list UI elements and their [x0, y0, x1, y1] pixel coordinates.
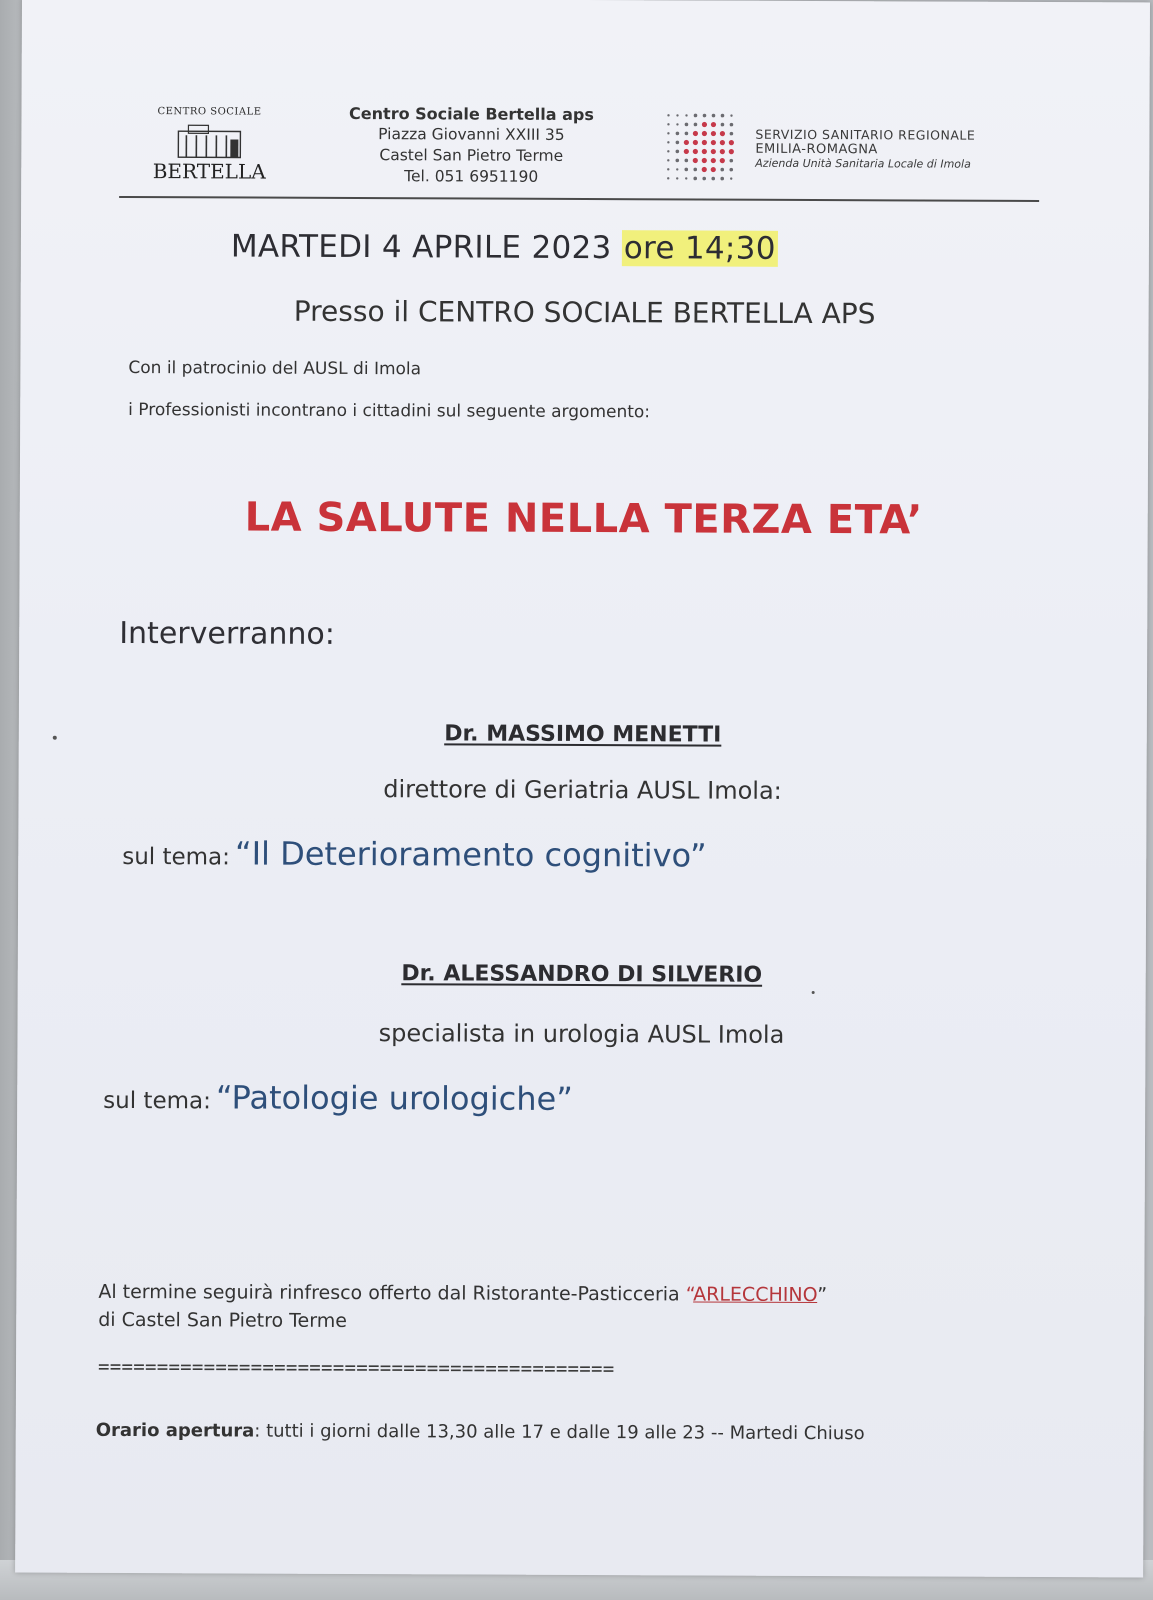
regional-health-line2: EMILIA-ROMAGNA: [755, 141, 878, 158]
logo-dot: [702, 158, 707, 163]
bertella-logo-top-text: CENTRO SOCIALE: [157, 106, 262, 118]
logo-dot: [702, 140, 707, 145]
logo-dot: [667, 132, 669, 134]
logo-dot: [720, 131, 725, 136]
bertella-logo: [149, 106, 269, 197]
logo-dot: [721, 114, 725, 118]
refreshment-brand: ARLECCHINO: [693, 1283, 818, 1307]
logo-dot: [720, 140, 725, 145]
header-divider: [119, 196, 1039, 202]
logo-dot: [720, 158, 725, 163]
logo-dot: [702, 122, 707, 127]
logo-dot: [702, 149, 707, 154]
logo-dot: [720, 168, 724, 172]
separator-line: ============================================: [97, 1355, 615, 1381]
logo-dot: [693, 158, 698, 163]
logo-dot: [685, 132, 689, 136]
speaker-2-topic: “Patologie urologiche”: [215, 1078, 573, 1118]
speaker-2-topic-row: [103, 1078, 573, 1118]
opening-hours-text: : tutti i giorni dalle 13,30 alle 17 e dalle 19 alle 23 -- Martedi Chiuso: [254, 1420, 865, 1445]
logo-dot: [694, 114, 698, 118]
event-date: MARTEDI 4 APRILE 2023: [230, 228, 612, 267]
logo-dot: [730, 114, 732, 116]
logo-dot: [676, 123, 678, 125]
logo-dot: [693, 131, 698, 136]
refreshment-note: [98, 1278, 827, 1337]
event-date-time: [231, 228, 778, 266]
speaker-1-topic-label: sul tema:: [122, 843, 230, 871]
logo-dot: [729, 140, 734, 145]
logo-dot: [676, 141, 680, 145]
logo-dot: [711, 140, 716, 145]
refreshment-text: Al termine seguirà rinfresco offerto dal Ristorante-Pasticceria: [98, 1280, 686, 1306]
opening-hours-label: Orario apertura: [95, 1419, 255, 1442]
speaker-2-name: Dr. ALESSANDRO DI SILVERIO: [401, 961, 763, 988]
logo-dot: [667, 141, 669, 143]
logo-dot: [684, 168, 688, 172]
bertella-logo-name: BERTELLA: [152, 159, 266, 184]
logo-dot: [711, 177, 715, 181]
speaker-1-topic: “Il Deterioramento cognitivo”: [234, 834, 707, 875]
regional-health-logo-icon: [663, 110, 735, 184]
logo-dot: [667, 177, 669, 179]
organization-name: Centro Sociale Bertella aps: [349, 103, 594, 125]
logo-dot: [667, 114, 669, 116]
logo-dot: [711, 149, 716, 154]
organization-address-line2: Castel San Pietro Terme: [379, 146, 564, 165]
logo-dot: [730, 123, 734, 127]
logo-dot: [667, 123, 669, 125]
refreshment-open-quote: “: [685, 1283, 694, 1306]
refreshment-line1: [98, 1278, 827, 1309]
logo-dot: [693, 168, 697, 172]
logo-dot: [702, 167, 707, 172]
logo-dot: [685, 123, 689, 127]
logo-dot: [729, 168, 733, 172]
regional-health-line3: Azienda Unità Sanitaria Locale di Imola: [755, 156, 971, 171]
logo-dot: [684, 140, 689, 145]
logo-dot: [685, 114, 687, 116]
paper-speck: [812, 991, 815, 994]
logo-dot: [693, 140, 698, 145]
logo-dot: [694, 123, 698, 127]
regional-health-line1: SERVIZIO SANITARIO REGIONALE: [755, 126, 976, 143]
building-icon: [174, 121, 244, 159]
logo-dot: [676, 177, 678, 179]
logo-dot: [711, 158, 716, 163]
logo-dot: [676, 150, 680, 154]
logo-dot: [703, 114, 707, 118]
speaker-1-role: direttore di Geriatria AUSL Imola:: [383, 775, 782, 805]
logo-dot: [676, 114, 678, 116]
logo-dot: [720, 177, 724, 181]
logo-dot: [693, 177, 697, 181]
speaker-1-topic-row: [122, 834, 706, 875]
logo-dot: [675, 159, 679, 163]
flyer-sheet: [15, 0, 1150, 1577]
logo-dot: [729, 149, 734, 154]
logo-dot: [667, 168, 669, 170]
refreshment-close-quote: ”: [817, 1284, 828, 1307]
organization-phone: Tel. 051 6951190: [404, 167, 539, 186]
logo-dot: [711, 167, 716, 172]
speakers-heading: Interverranno:: [119, 615, 335, 652]
logo-dot: [685, 177, 687, 179]
speaker-2-role: specialista in urologia AUSL Imola: [378, 1019, 785, 1049]
logo-dot: [711, 122, 716, 127]
organization-info: [321, 103, 621, 188]
paper-speck: [53, 736, 57, 740]
logo-dot: [712, 114, 716, 118]
event-title: LA SALUTE NELLA TERZA ETA’: [244, 494, 923, 544]
logo-dot: [684, 159, 688, 163]
logo-dot: [667, 150, 669, 152]
logo-dot: [711, 131, 716, 136]
logo-dot: [730, 177, 732, 179]
logo-dot: [667, 159, 669, 161]
refreshment-line2: di Castel San Pietro Terme: [98, 1308, 347, 1332]
logo-dot: [684, 149, 689, 154]
logo-dot: [676, 132, 680, 136]
speaker-1-name: Dr. MASSIMO MENETTI: [444, 721, 722, 748]
event-time: ore 14;30: [623, 230, 776, 267]
organization-address-line1: Piazza Giovanni XXIII 35: [378, 125, 565, 144]
logo-dot: [702, 131, 707, 136]
logo-dot: [676, 168, 678, 170]
event-sponsor: Con il patrocinio del AUSL di Imola: [128, 358, 422, 380]
logo-dot: [693, 149, 698, 154]
logo-dot: [720, 149, 725, 154]
logo-dot: [702, 177, 706, 181]
logo-dot: [730, 132, 734, 136]
event-venue: Presso il CENTRO SOCIALE BERTELLA APS: [293, 294, 876, 331]
logo-dot: [721, 123, 725, 127]
event-intro: i Professionisti incontrano i cittadini sul seguente argomento:: [128, 400, 651, 423]
regional-health-logo-text: [755, 127, 1055, 171]
logo-dot: [729, 159, 733, 163]
speaker-2-topic-label: sul tema:: [103, 1087, 211, 1115]
opening-hours: [96, 1420, 865, 1444]
